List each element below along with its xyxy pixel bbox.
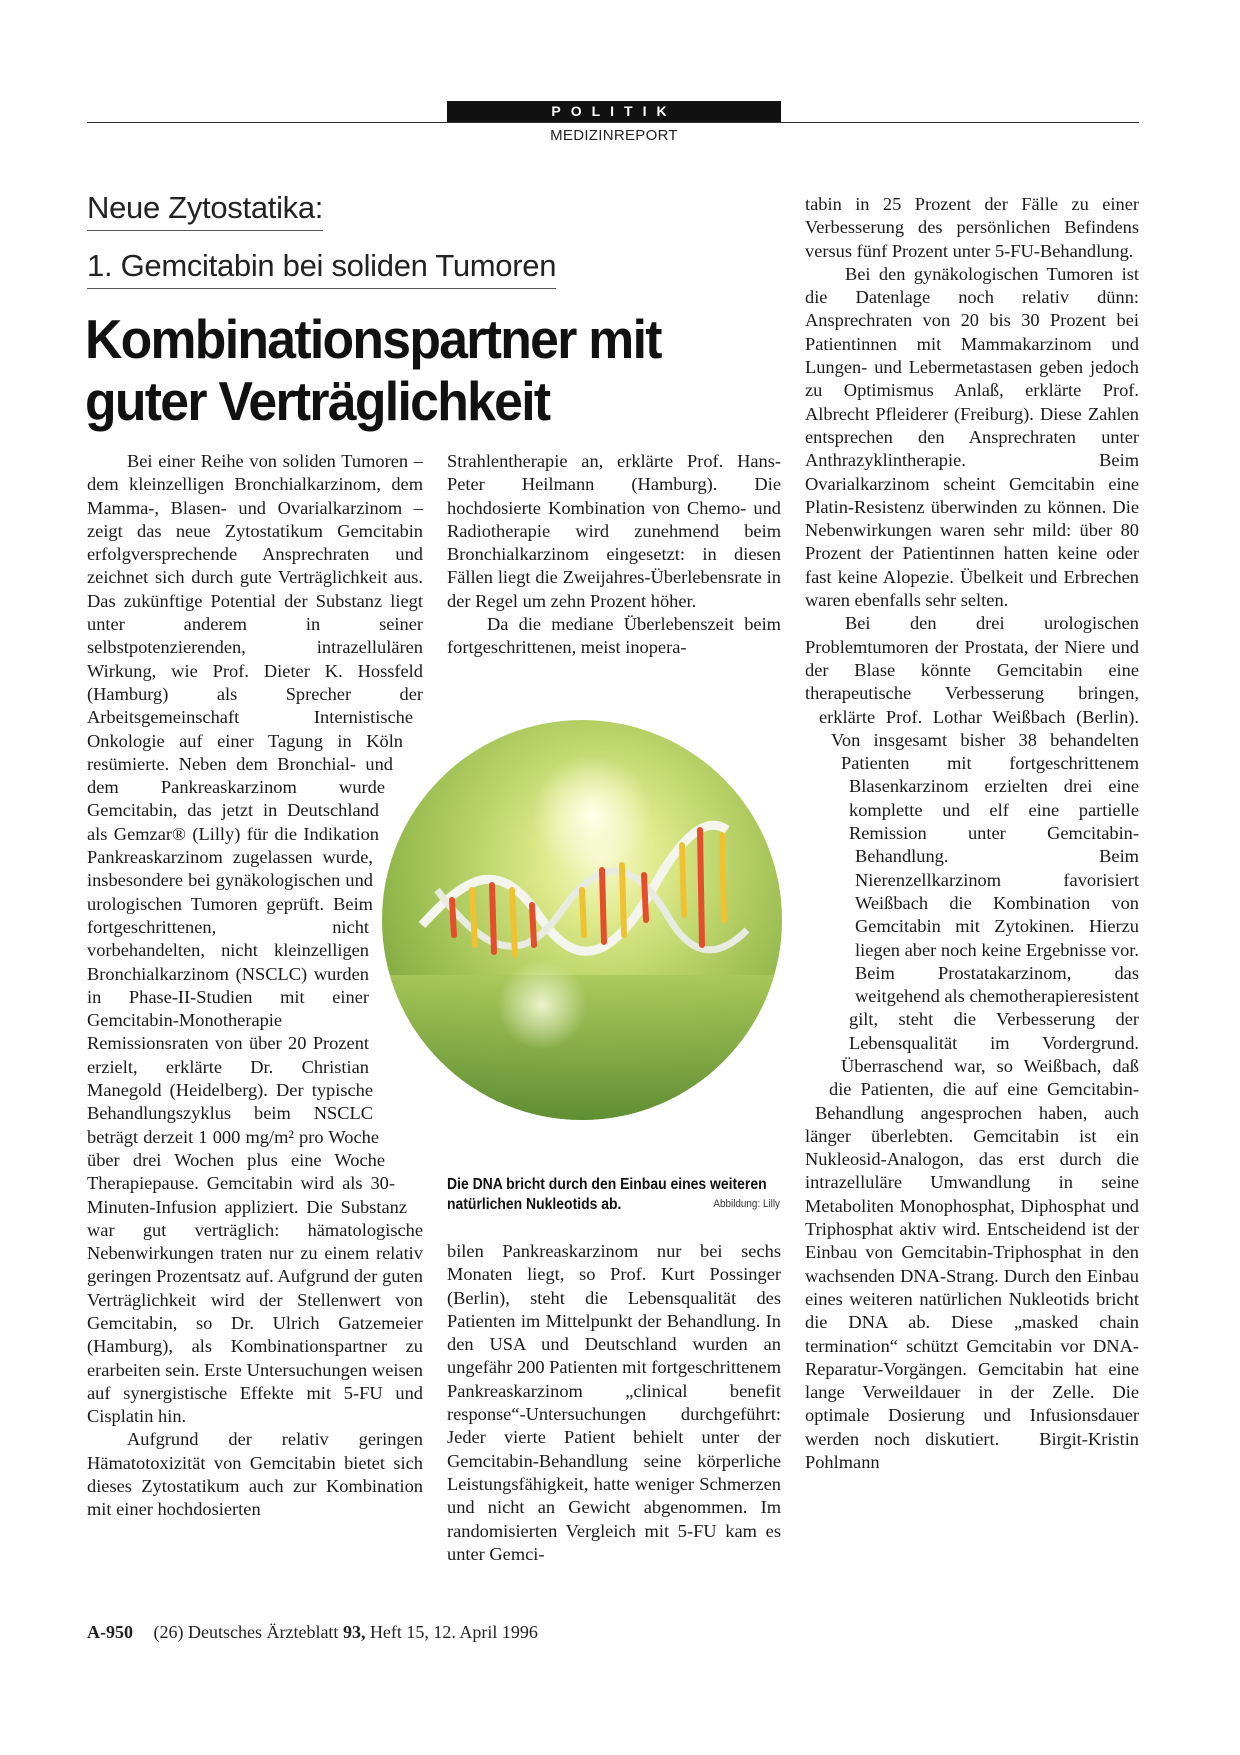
col1-paragraph-1: Bei einer Reihe von soliden Tumoren – dem kleinzelligen Bronchialkarzinom, dem Mamma-, Blasen- und Ovarialkarzinom – zeigt das neue Zytostatikum Gemcitabin erfolgversprechende Ansprechraten und zeichnet sich durch gute Verträglichkeit aus. Das zukünftige Potential der Substanz liegt unter anderem in seiner selbstpotenzierenden, intrazellulären Wirkung, wie Prof. Dieter K. Hossfeld (Hamburg) als Sprecher der Arbeitsgemeinschaft Internistische Onkologie auf einer Tagung in Köln resümierte. Neben dem Bronchial- und dem Pankreaskarzinom wurde Gemcitabin, das jetzt in Deutschland als Gemzar® (Lilly) für die Indikation Pankreaskarzinom zugelassen wurde, insbesondere bei gynäkologischen und urologischen Tumoren geprüft. Beim fortgeschrittenen, nicht vorbehandelten, nicht kleinzelligen Bronchialkarzinom (NSCLC) wurden in Phase-II-Studien mit einer Gemcitabin-Monotherapie Remissionsraten von über 20 Prozent erzielt, erklärte Dr. Christian Manegold (Heidelberg). Der typische Behandlungszyklus beim NSCLC beträgt derzeit 1 000 mg/m² pro Woche über drei Wochen plus eine Woche Therapiepause. Gemcitabin wird als 30-Minuten-Infusion appliziert. Die Substanz war gut verträglich: hämatologische Nebenwirkungen traten nur zu einem relativ geringen Prozentsatz auf. Aufgrund der guten Verträglichkeit wird der Stellenwert von Gemcitabin, so Dr. Ulrich Gatzemeier (Hamburg), als Kombinationspartner zu erarbeiten sein. Erste Untersuchungen weisen auf synergistische Effekte mit 5-FU und Cisplatin hin.: [87, 451, 423, 1427]
column-2-top: [447, 450, 781, 660]
headline-line-1: Kombinationspartner mit: [85, 308, 661, 370]
kicker-line-1: Neue Zytostatika:: [87, 190, 323, 231]
column-2-bottom: [447, 1240, 781, 1566]
author-name: Birgit-Kristin Pohlmann: [805, 1428, 1139, 1473]
col2-paragraph-2: Da die mediane Überlebenszeit beim fortgeschrittenen, meist inopera-: [447, 614, 781, 658]
headline-line-2: guter Verträglichkeit: [85, 370, 550, 432]
kicker-line-2: 1. Gemcitabin bei soliden Tumoren: [87, 248, 556, 289]
col3-paragraph-3: [805, 612, 1139, 1474]
col3-paragraph-1: tabin in 25 Prozent der Fälle zu einer Verbesserung des persönlichen Befindens versus fünf Prozent unter 5-FU-Behandlung.: [805, 194, 1139, 261]
figure-credit: Abbildung: Lilly: [713, 1198, 780, 1210]
col3-paragraph-3-text: Bei den drei urologischen Problemtumoren der Prostata, der Niere und der Blase könnte Gemcitabin eine therapeutische Verbesserung bringen, erklärte Prof. Lothar Weißbach (Berlin). Von insgesamt bisher 38 behandelten Patienten mit fortgeschrittenem Blasenkarzinom erzielten drei eine komplette und elf eine partielle Remission unter Gemcitabin-Behandlung. Beim Nierenzellkarzinom favorisiert Weißbach die Kombination von Gemcitabin mit Zytokinen. Hierzu liegen aber noch keine Ergebnisse vor. Beim Prostatakarzinom, das weitgehend als chemotherapieresistent gilt, steht die Verbesserung der Lebensqualität im Vordergrund. Überraschend war, so Weißbach, daß die Patienten, die auf eine Gemcitabin-Behandlung angesprochen haben, auch länger überlebten. Gemcitabin ist ein Nukleosid-Analogon, das erst durch die intrazelluläre Umwandlung in seine Metaboliten Monophosphat, Diphosphat und Triphosphat aktiv wird. Entscheidend ist der Einbau von Gemcitabin-Triphosphat in den wachsenden DNA-Strang. Durch den Einbau eines weiteren natürlichen Nukleotids bricht die DNA ab. Diese „masked chain termination“ schützt Gemcitabin vor DNA-Reparatur-Vorgängen. Gemcitabin hat eine lange Verweildauer in der Zelle. Die optimale Dosierung und Infusionsdauer werden noch diskutiert.: [805, 613, 1139, 1449]
column-1: [87, 450, 423, 1522]
col3-paragraph-2: Bei den gynäkologischen Tumoren ist die Datenlage noch relativ dünn: Ansprechraten von 20 bis 30 Prozent bei Patientinnen mit Mammakarzinom und Lungen- und Lebermetastasen geben jedoch zu Optimismus Anlaß, erklärte Prof. Albrecht Pfleiderer (Freiburg). Diese Zahlen entsprechen den Ansprechraten unter Anthrazyklintherapie. Beim Ovarialkarzinom scheint Gemcitabin eine Platin-Resistenz überwinden zu können. Die Nebenwirkungen waren sehr mild: über 80 Prozent der Patientinnen hatten keine oder fast keine Alopezie. Übelkeit und Erbrechen waren ebenfalls sehr selten.: [805, 263, 1139, 611]
page-footer: [87, 1622, 538, 1643]
col2-paragraph-1: Strahlentherapie an, erklärte Prof. Hans-Peter Heilmann (Hamburg). Die hochdosierte Kombination von Chemo- und Radiotherapie wird zunehmend beim Bronchialkarzinom eingesetzt: in diesen Fällen liegt die Zweijahres-Überlebensrate in der Regel um zehn Prozent höher.: [447, 451, 781, 611]
section-label: POLITIK: [447, 101, 781, 122]
footer-issue: Heft 15, 12. April 1996: [369, 1622, 538, 1642]
footer-volume: 93,: [342, 1622, 366, 1642]
footer-source: (26) Deutsches Ärzteblatt: [153, 1622, 339, 1642]
subsection-label: MEDIZINREPORT: [550, 127, 678, 144]
col1-paragraph-2: Aufgrund der relativ geringen Hämatotoxizität von Gemcitabin bietet sich dieses Zytostatikum auch zur Kombination mit einer hochdosierten: [87, 1429, 423, 1520]
headline: [85, 308, 743, 432]
figure-caption: Die DNA bricht durch den Einbau eines weiteren natürlichen Nukleotids ab.: [447, 1176, 767, 1213]
page-number: A-950: [87, 1622, 133, 1642]
header-rule: [87, 122, 1139, 123]
col2-paragraph-3: bilen Pankreaskarzinom nur bei sechs Monaten liegt, so Prof. Kurt Possinger (Berlin), steht die Lebensqualität des Patienten im Mittelpunkt der Behandlung. In den USA und Deutschland wurden an ungefähr 200 Patienten mit fortgeschrittenem Pankreaskarzinom „clinical benefit response“-Untersuchungen durchgeführt: Jeder vierte Patient behielt unter der Gemcitabin-Behandlung seine körperliche Leistungsfähigkeit, hatte weniger Schmerzen und nicht an Gewicht abgenommen. Im randomisierten Vergleich mit 5-FU kam es unter Gemci-: [447, 1241, 781, 1564]
column-3: [805, 193, 1139, 1474]
dna-illustration: [382, 720, 782, 1120]
